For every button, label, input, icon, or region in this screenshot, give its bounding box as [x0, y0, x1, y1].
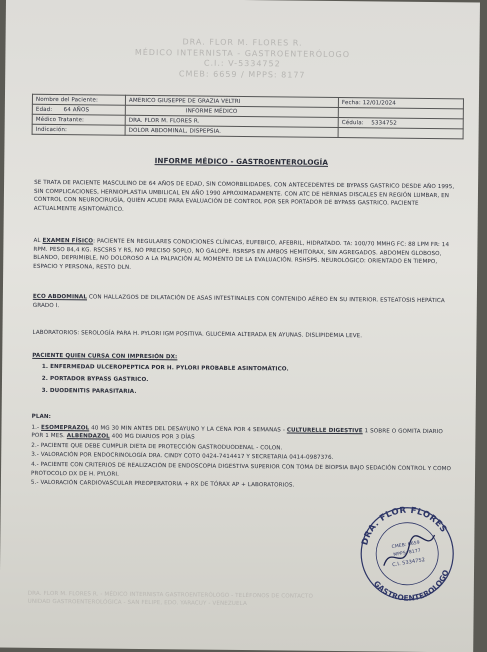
- date-label: Fecha:: [341, 99, 361, 106]
- labs-paragraph: LABORATORIOS: SEROLOGÍA PARA H. PYLORI IGM POSITIVA. GLUCEMIA ALTERADA EN AYUNAS. DISLIPIDEMIA LEVE.: [32, 329, 363, 340]
- doctor-stamp: [352, 501, 463, 602]
- drug-esomeprazol: ESOMEPRAZOL: [41, 424, 90, 432]
- letterhead: [5, 36, 479, 83]
- plan-section: [31, 413, 457, 492]
- eco-text: CON HALLAZGOS DE DILATACIÓN DE ASAS INTESTINALES CON CONTENIDO AÉREO EN SU INTERIOR. ESTEATOSIS HEPÁTICA GRADO I.: [32, 294, 445, 309]
- eco-paragraph: [33, 293, 458, 315]
- stamp-bottom-text: GASTROENTEROLOGO: [371, 568, 451, 603]
- id-value: 5334752: [371, 119, 397, 127]
- impression-heading: PACIENTE QUIEN CURSA CON IMPRESIÓN DX:: [32, 352, 178, 361]
- exam-intro: AL: [33, 237, 43, 244]
- plan-item-2: 2.- PACIENTE QUE DEBE CUMPLIR DIETA DE PROTECCIÓN GASTRODUODENAL - COLON.: [31, 442, 283, 452]
- footer: [28, 590, 468, 611]
- exam-text: : PACIENTE EN REGULARES CONDICIONES CLÍNICAS, EUFEBICO, AFEBRIL, HIDRATADO. TA: 100/70 MMHG FC: 88 LPM FR: 14 RPM. PESO 84,4 KG. RSCSRS Y RS, NO PRECISO SOPLO, NO GALOPE. RSRSPS EN AMBOS HEMITORAX, SIN AGREGADOS. ABDOMEN GLOBOSO, BLANDO, DEPRIMIBLE, NO DOLOROSO A LA PALPACIÓN AL MOMENTO DE LA EVALUACIÓN. RSHSPS. NEUROLÓGICO: ORIENTADO EN TIEMPO, ESPACIO Y PERSONA, RESTO DLN.: [33, 238, 450, 271]
- empty-cell: [338, 128, 463, 139]
- id-label: Cédula:: [341, 119, 364, 126]
- plan-item-4: 4.- PACIENTE CON CRITERIOS DE REALIZACIÓN DE ENDOSCOPIA DIGESTIVA SUPERIOR CON TOMA DE BIOPSIA BAJO SEDACIÓN CONTROL Y COMO PROTOCOLO DX DE H. PYLORI.: [30, 461, 452, 478]
- patient-name-label: Nombre del Paciente:: [32, 94, 125, 105]
- age-label: Edad:: [35, 106, 53, 113]
- impression-section: [32, 352, 457, 401]
- plan-item-5: 5.- VALORACIÓN CARDIOVASCULAR PREOPERATORIA + RX DE TÓRAX AP + LABORATORIOS.: [30, 479, 295, 489]
- plan-item-text: 400 MG DIARIOS POR 3 DÍAS: [109, 433, 195, 441]
- doctor-value: DRA. FLOR M. FLORES R.: [125, 115, 338, 127]
- stamp-center-line: CMEB: 6659: [391, 540, 421, 551]
- plan-item-text: 1 SOBRE O GOMITA DIARIO POR 1 MES.: [31, 427, 443, 440]
- drug-culturelle: CULTURELLE DIGESTIVE: [286, 427, 363, 434]
- eco-heading: ECO ABDOMINAL: [32, 293, 88, 301]
- letterhead-id: C.I.: V-5334752: [203, 58, 281, 69]
- physical-exam-paragraph: [33, 237, 458, 276]
- indication-label: Indicación:: [32, 124, 125, 135]
- stamp-top-text: DRA. FLOR FLORES: [360, 505, 449, 547]
- exam-heading: EXAMEN FÍSICO: [42, 237, 94, 245]
- footer-line: DRA. FLOR M. FLORES R. - MÉDICO INTERNISTA GASTROENTERÓLOGO - TELÉFONOS DE CONTACTO: [27, 590, 314, 600]
- patient-info-table: [32, 94, 464, 140]
- list-item: 2. PORTADOR BYPASS GASTRICO.: [50, 373, 457, 389]
- footer-line: UNIDAD GASTROENTEROLÓGICA - SAN FELIPE, EDO. YARACUY - VENEZUELA: [27, 598, 247, 608]
- list-item: 3. DUODENITIS PARASITARIA.: [50, 385, 457, 401]
- stamp-center-line: MPPS: 8177: [393, 548, 422, 558]
- letterhead-specialty: MÉDICO INTERNISTA - GASTROENTERÓLOGO: [134, 47, 351, 59]
- date-value: 12/01/2024: [362, 99, 396, 107]
- plan-item-number: 1.-: [31, 424, 42, 431]
- plan-item-3: 3.- VALORACIÓN POR ENDOCRINOLOGÍA DRA. CINDY COTO 0424-7414417 Y SECRETARIA 0414-0987376.: [31, 452, 334, 462]
- stamp-center-line: C.I. 5334752: [391, 556, 426, 569]
- letterhead-license: CMEB: 6659 / MPPS: 8177: [178, 68, 306, 80]
- letterhead-doctor-name: DRA. FLOR M. FLORES R.: [182, 37, 303, 48]
- plan-item-text: 40 MG 30 MIN ANTES DEL DESAYUNO Y LA CENA POR 4 SEMANAS -: [89, 425, 287, 434]
- age-value: 64 AÑOS: [63, 106, 90, 113]
- report-title: INFORME MÉDICO - GASTROENTEROLOGÍA: [154, 156, 329, 167]
- list-item: 1. ENFERMEDAD ULCEROPEPTICA POR H. PYLORI PROBABLE ASINTOMÁTICO.: [50, 361, 457, 377]
- document-type: INFORME MÉDICO: [125, 105, 338, 117]
- patient-name-value: AMERICO GIUSEPPE DE GRAZIA VELTRI: [125, 95, 338, 107]
- doctor-label: Médico Tratante:: [32, 114, 125, 125]
- plan-heading: PLAN:: [31, 413, 52, 421]
- drug-albendazol: ALBENDAZOL: [66, 433, 110, 440]
- indication-value: DOLOR ABDOMINAL, DISPEPSIA.: [125, 125, 338, 137]
- diagnosis-list: [32, 360, 457, 400]
- history-paragraph: SE TRATA DE PACIENTE MASCULINO DE 64 AÑOS DE EDAD, SIN COMORBILIDADES, CON ANTECEDENTES DE BYPASS GASTRICO DESDE AÑO 1995, SIN COMPLICACIONES, HERNIOPLASTIA UMBILICAL EN AÑO 1990 APROXIMADAMENTE. CON ATC DE HERNIAS DISCALES EN REGIÓN LUMBAR, EN CONTROL CON NEUROCIRUGÍA, QUIEN ACUDE PARA EVALUACIÓN DE CONTROL POR SER PORTADOR DE BYPASS GASTRICO. PACIENTE ACTUALMENTE ASINTOMÁTICO.: [33, 179, 455, 213]
